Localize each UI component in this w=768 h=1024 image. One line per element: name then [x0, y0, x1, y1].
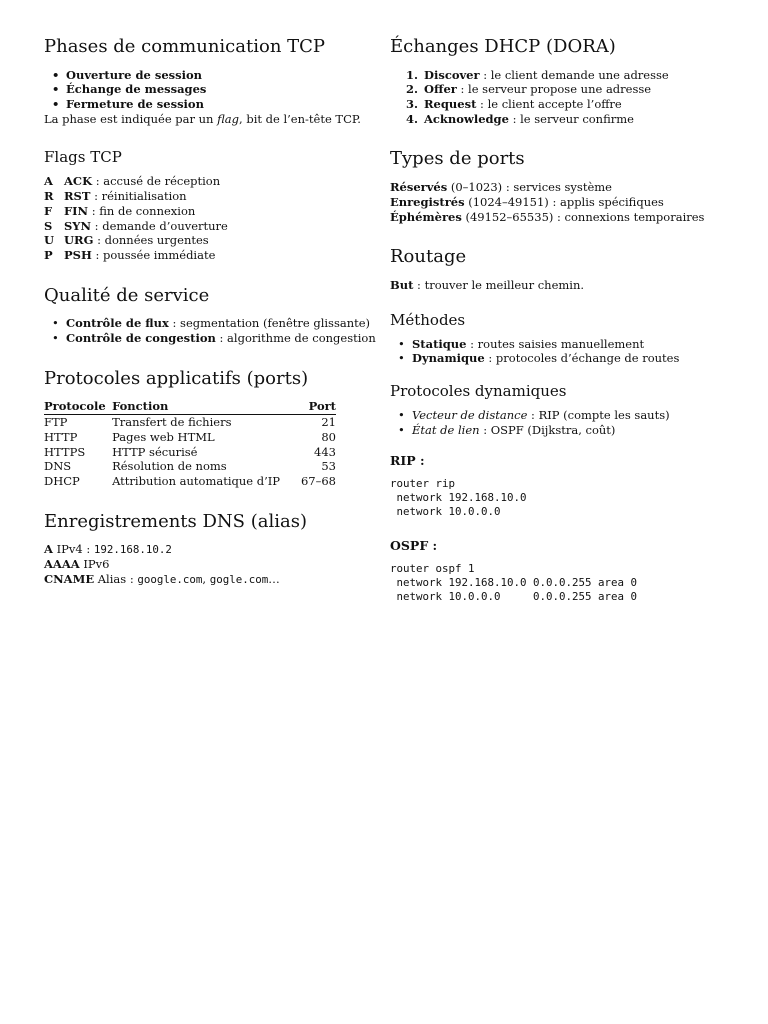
method-term: Dynamique: [412, 351, 485, 366]
table-cell: 53: [321, 459, 336, 474]
flag-name: FIN: [64, 203, 89, 218]
table-cell: 21: [321, 415, 336, 430]
table-cell: Résolution de noms: [112, 459, 227, 474]
flag-desc: : poussée immédiate: [91, 248, 216, 263]
dyn-term: Vecteur de distance: [412, 407, 528, 422]
dhcp-term: Offer: [424, 82, 457, 97]
flag-row: [44, 189, 379, 204]
qos-desc: : segmentation (fenêtre glissante): [168, 316, 371, 331]
dhcp-desc: : le client demande une adresse: [479, 67, 669, 82]
routing-section: [390, 246, 730, 603]
dyn-desc: : RIP (compte les sauts): [527, 407, 670, 422]
flag-desc: : réinitialisation: [90, 189, 187, 204]
table-cell: 67–68: [300, 474, 336, 488]
dns-desc: Alias :: [94, 571, 138, 586]
flag-letter: P: [44, 248, 53, 263]
dhcp-list: [390, 68, 730, 127]
list-item: • Ouverture de session: [66, 68, 379, 83]
dyn-desc: : OSPF (Dijkstra, coût): [479, 422, 616, 437]
port-type-row: [390, 195, 730, 210]
list-item: [406, 97, 730, 112]
qos-term: Contrôle de congestion: [66, 331, 216, 346]
table-cell: Pages web HTML: [112, 429, 215, 444]
dns-sep: ,: [202, 571, 210, 586]
port-type-desc: (0–1023) : services système: [447, 180, 612, 195]
tcp-flags-title: Flags TCP: [44, 148, 122, 167]
table-cell: FTP: [44, 415, 68, 430]
tcp-phases-list: [44, 68, 379, 112]
list-item: [406, 82, 730, 97]
routing-goal: [390, 278, 730, 293]
ports-table: [44, 399, 336, 488]
dhcp-desc: : le serveur confirme: [508, 111, 634, 126]
dns-a-row: [44, 542, 379, 557]
dhcp-section: [390, 36, 730, 126]
app-protocols-section: [44, 368, 379, 489]
dns-type: CNAME: [44, 571, 95, 586]
table-header-row: [44, 399, 336, 414]
qos-term: Contrôle de flux: [66, 316, 169, 331]
table-row: [44, 445, 336, 460]
dns-section: [44, 511, 379, 587]
qos-list: [44, 316, 379, 345]
list-item: [412, 351, 730, 366]
dhcp-term: Discover: [424, 67, 480, 82]
step-number: 3.: [406, 97, 419, 112]
port-type-row: [390, 180, 730, 195]
flag-row: [44, 174, 379, 189]
port-type-row: [390, 210, 730, 225]
port-type-desc: (1024–49151) : applis spécifiques: [464, 194, 664, 209]
flag-desc: : accusé de réception: [92, 174, 221, 189]
table-cell: 80: [321, 429, 336, 444]
table-row: [44, 459, 336, 474]
dns-value: google.com: [137, 572, 203, 586]
routing-goal-term: But: [390, 277, 414, 292]
flag-row: [44, 219, 379, 234]
port-types-title: Types de ports: [390, 148, 525, 170]
table-cell: Transfert de fichiers: [112, 415, 232, 430]
ospf-title: OSPF :: [390, 537, 438, 553]
flag-row: [44, 204, 379, 219]
method-desc: : routes saisies manuellement: [466, 336, 645, 351]
dhcp-desc: : le client accepte l’offre: [476, 97, 622, 112]
flag-desc: : fin de connexion: [88, 203, 196, 218]
dns-ellipsis: …: [268, 571, 280, 586]
dhcp-term: Acknowledge: [424, 111, 509, 126]
list-item: [66, 316, 379, 331]
routing-title: Routage: [390, 246, 467, 268]
flag-desc: : demande d’ouverture: [91, 218, 228, 233]
table-cell: HTTP sécurisé: [112, 444, 198, 459]
app-protocols-title: Protocoles applicatifs (ports): [44, 367, 309, 389]
list-item: [412, 337, 730, 352]
table-cell: DNS: [44, 459, 72, 474]
table-cell: DHCP: [44, 474, 80, 488]
port-type-term: Éphémères: [390, 209, 462, 224]
method-term: Statique: [412, 336, 467, 351]
methods-list: [390, 337, 730, 366]
column-header: Fonction: [112, 399, 297, 414]
list-item: • Échange de messages: [66, 82, 379, 97]
routing-goal-desc: : trouver le meilleur chemin.: [413, 277, 585, 292]
table-cell: HTTPS: [44, 444, 86, 459]
rip-config-code: router rip network 192.168.10.0 network 10.0.0.0: [390, 477, 527, 519]
methods-title: Méthodes: [390, 310, 466, 329]
flag-letter: F: [44, 203, 53, 218]
flag-letter: A: [44, 174, 53, 189]
table-row: [44, 430, 336, 445]
qos-desc: : algorithme de congestion: [215, 331, 376, 346]
dhcp-title: Échanges DHCP (DORA): [390, 36, 616, 57]
tcp-phases-title: Phases de communication TCP: [44, 36, 326, 57]
dns-cname-row: [44, 572, 379, 587]
list-item: [412, 423, 730, 438]
right-column: [390, 36, 730, 626]
port-types-section: [390, 148, 730, 224]
qos-title: Qualité de service: [44, 284, 210, 306]
note-text: La phase est indiquée par un: [44, 111, 218, 126]
tcp-phases-section: [44, 36, 379, 126]
tcp-flags-section: [44, 148, 379, 262]
method-desc: : protocoles d’échange de routes: [484, 351, 680, 366]
flag-name: SYN: [64, 218, 92, 233]
flag-letter: R: [44, 189, 54, 204]
list-item: [406, 112, 730, 127]
flag-desc: : données urgentes: [93, 233, 209, 248]
port-type-term: Réservés: [390, 180, 448, 195]
dns-value: gogle.com: [209, 572, 269, 586]
ospf-config-code: router ospf 1 network 192.168.10.0 0.0.0.255 area 0 network 10.0.0.0 0.0.0.255 area 0: [390, 561, 638, 603]
dns-value: 192.168.10.2: [93, 543, 172, 557]
rip-title: RIP :: [390, 453, 425, 469]
note-italic: flag: [217, 111, 240, 126]
table-cell: Attribution automatique d’IP: [112, 474, 281, 488]
flag-row: [44, 248, 379, 263]
flag-letter: U: [44, 233, 55, 248]
table-row: [44, 415, 336, 430]
port-type-term: Enregistrés: [390, 194, 465, 209]
dns-desc: IPv6: [79, 557, 110, 572]
list-item: [412, 408, 730, 423]
dns-type: AAAA: [44, 557, 80, 572]
table-cell: HTTP: [44, 429, 78, 444]
left-column: [44, 36, 379, 609]
step-number: 1.: [406, 67, 419, 82]
dhcp-term: Request: [424, 97, 477, 112]
step-number: 2.: [406, 82, 419, 97]
qos-section: [44, 285, 379, 346]
column-header: Protocole: [44, 399, 112, 414]
flag-letter: S: [44, 218, 53, 233]
dhcp-desc: : le serveur propose une adresse: [456, 82, 652, 97]
table-cell: 443: [314, 444, 336, 459]
step-number: 4.: [406, 111, 419, 126]
table-row: [44, 474, 336, 489]
port-type-desc: (49152–65535) : connexions temporaires: [461, 209, 705, 224]
note-text: , bit de l’en-tête TCP.: [239, 111, 361, 126]
flag-row: [44, 233, 379, 248]
flag-name: ACK: [64, 174, 93, 189]
dynamic-protocols-list: [390, 408, 730, 437]
flag-name: URG: [64, 233, 94, 248]
dynamic-protocols-title: Protocoles dynamiques: [390, 381, 567, 400]
flag-name: PSH: [64, 248, 92, 263]
dns-desc: IPv4 :: [52, 542, 94, 557]
tcp-phases-note: [44, 112, 379, 127]
flag-name: RST: [64, 189, 91, 204]
list-item: [406, 68, 730, 83]
dns-title: Enregistrements DNS (alias): [44, 510, 307, 532]
list-item: [66, 331, 379, 346]
list-item: • Fermeture de session: [66, 97, 379, 112]
dns-aaaa-row: [44, 557, 379, 572]
dyn-term: État de lien: [412, 422, 480, 437]
dns-type: A: [44, 542, 53, 557]
column-header: Port: [297, 399, 336, 414]
